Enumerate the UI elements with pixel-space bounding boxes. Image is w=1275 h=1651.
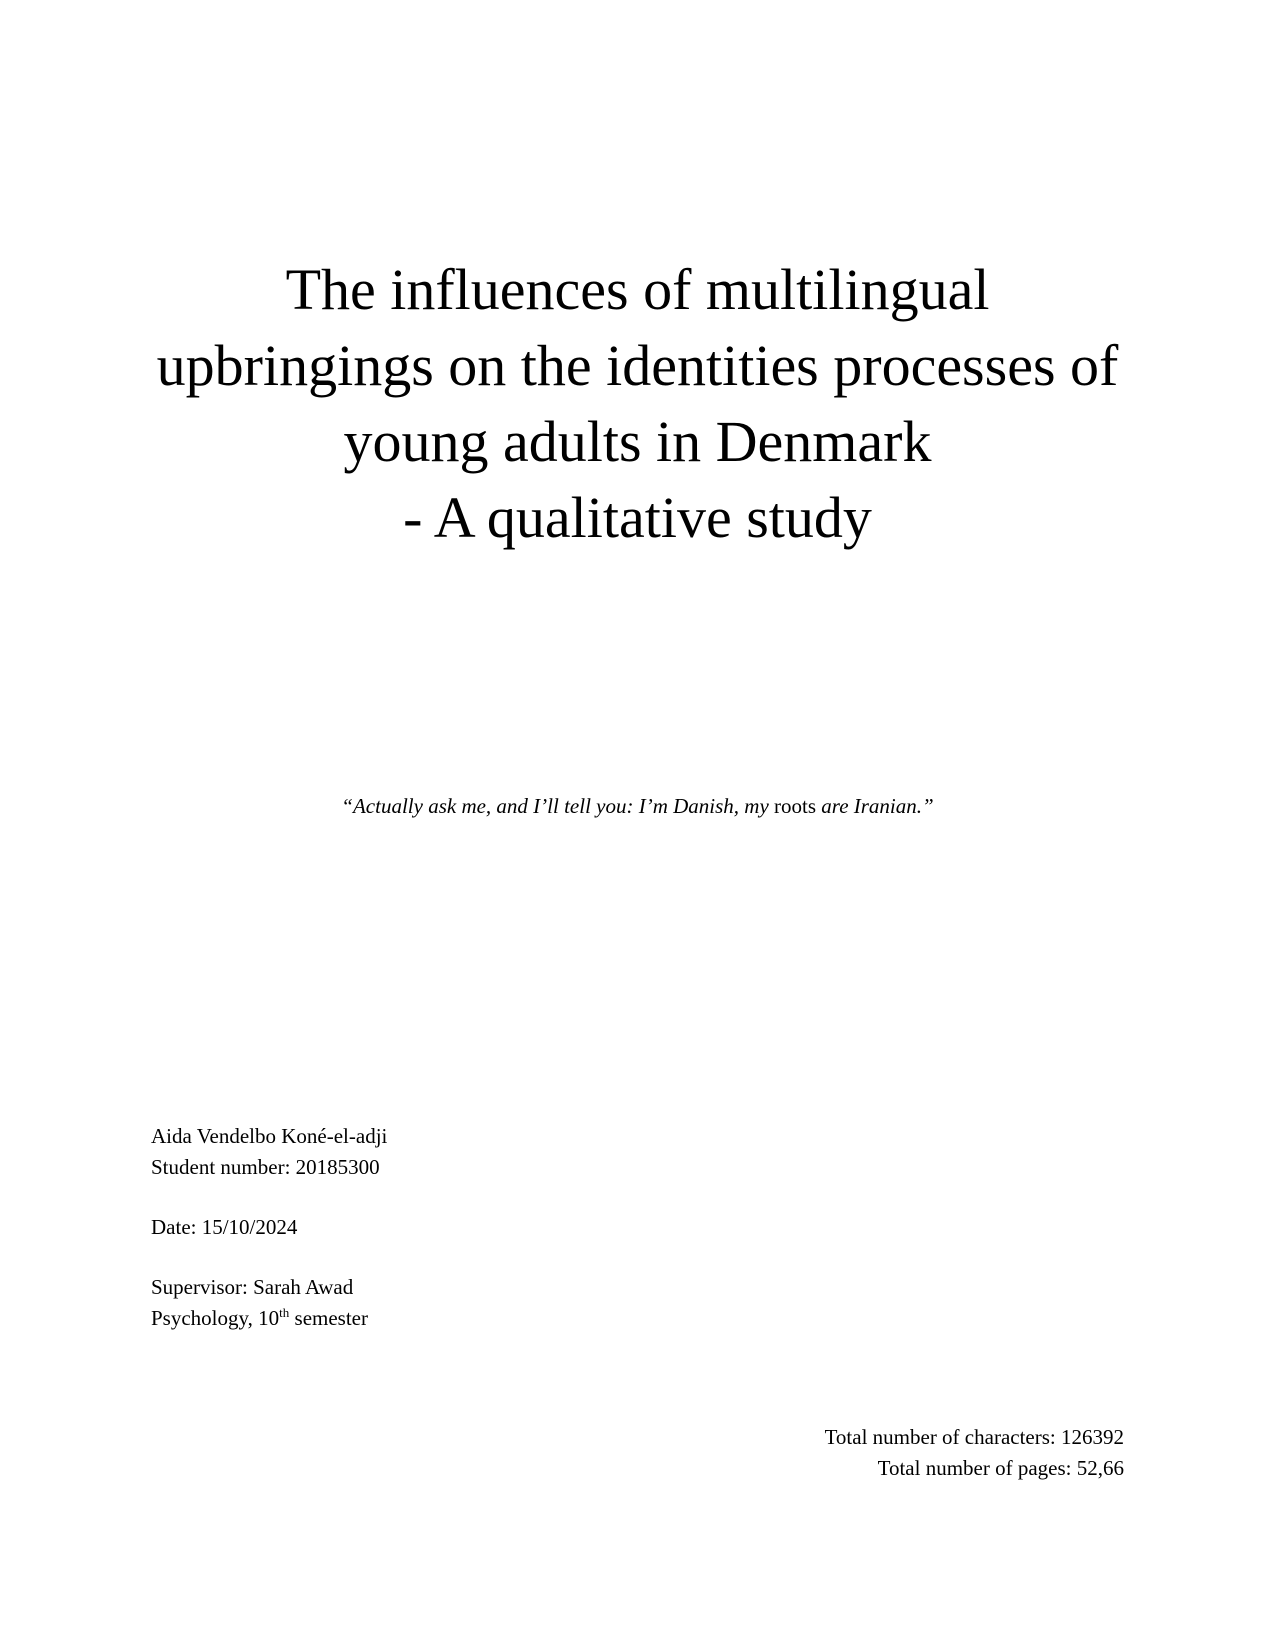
epigraph-part-2: roots [768, 794, 822, 818]
totals-block [825, 1422, 1124, 1484]
supervisor-name: Supervisor: Sarah Awad [151, 1275, 354, 1299]
program-suffix: semester [289, 1306, 369, 1330]
thesis-title [0, 252, 1275, 556]
total-characters: Total number of characters: 126392 [824, 1425, 1124, 1449]
author-name: Aida Vendelbo Koné-el-adji [151, 1124, 388, 1148]
epigraph-part-3: are Iranian.” [821, 794, 934, 818]
title-line-1: The influences of multilingual [285, 257, 990, 322]
epigraph-part-1: “Actually ask me, and I’ll tell you: I’m Danish, my [341, 794, 769, 818]
author-block [151, 1121, 387, 1183]
program-prefix: Psychology, 10 [151, 1306, 280, 1330]
program-ordinal-suffix: th [279, 1305, 290, 1320]
title-line-4: - A qualitative study [403, 485, 872, 550]
submission-date: Date: 15/10/2024 [151, 1215, 298, 1239]
title-line-3: young adults in Denmark [343, 409, 932, 474]
program-semester [151, 1303, 368, 1334]
student-number: Student number: 20185300 [151, 1155, 380, 1179]
title-line-2: upbringings on the identities processes of [156, 333, 1119, 398]
date-block [151, 1212, 297, 1243]
epigraph-quote [0, 792, 1275, 820]
total-pages: Total number of pages: 52,66 [877, 1456, 1124, 1480]
supervisor-block [151, 1272, 368, 1334]
